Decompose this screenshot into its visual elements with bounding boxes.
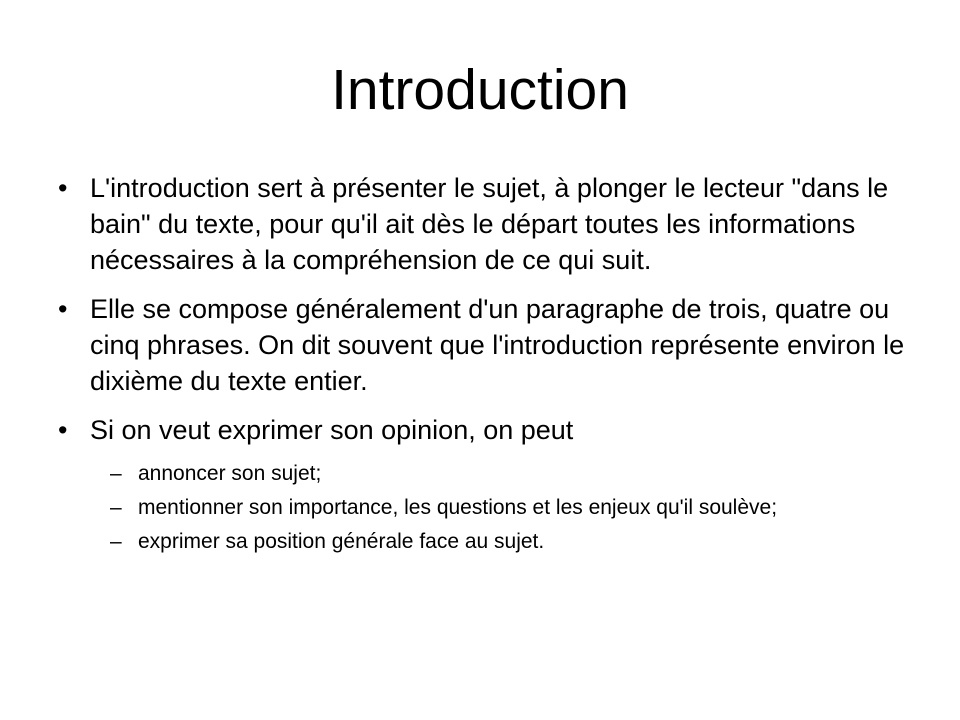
bullet-list	[58, 170, 918, 563]
sub-bullet-list	[58, 461, 918, 554]
bullet-marker: •	[58, 173, 68, 203]
sub-bullet-marker: –	[110, 496, 122, 519]
slide-title: Introduction	[331, 58, 629, 122]
sub-bullet-text: annoncer son sujet;	[138, 462, 322, 485]
sub-bullet-text: mentionner son importance, les questions et les enjeux qu'il soulève;	[138, 496, 778, 519]
bullet-marker: •	[58, 294, 68, 324]
bullet-item	[58, 412, 918, 448]
bullet-text: Elle se compose généralement d'un paragraphe de trois, quatre ou cinq phrases. On dit souvent que l'introduction représente environ le dixième du texte entier.	[90, 294, 905, 396]
sub-bullet-marker: –	[110, 462, 122, 485]
sub-bullet-item	[110, 495, 918, 520]
sub-bullet-marker: –	[110, 530, 122, 553]
bullet-item	[58, 170, 918, 278]
sub-bullet-item	[110, 529, 918, 554]
sub-bullet-text: exprimer sa position générale face au sujet.	[138, 530, 545, 553]
bullet-text: Si on veut exprimer son opinion, on peut	[90, 415, 574, 445]
sub-bullet-item	[110, 461, 918, 486]
bullet-marker: •	[58, 415, 68, 445]
bullet-item	[58, 291, 918, 399]
bullet-text: L'introduction sert à présenter le sujet, à plonger le lecteur "dans le bain" du texte, pour qu'il ait dès le départ toutes les informations nécessaires à la compréhension de ce qui suit.	[90, 173, 889, 275]
